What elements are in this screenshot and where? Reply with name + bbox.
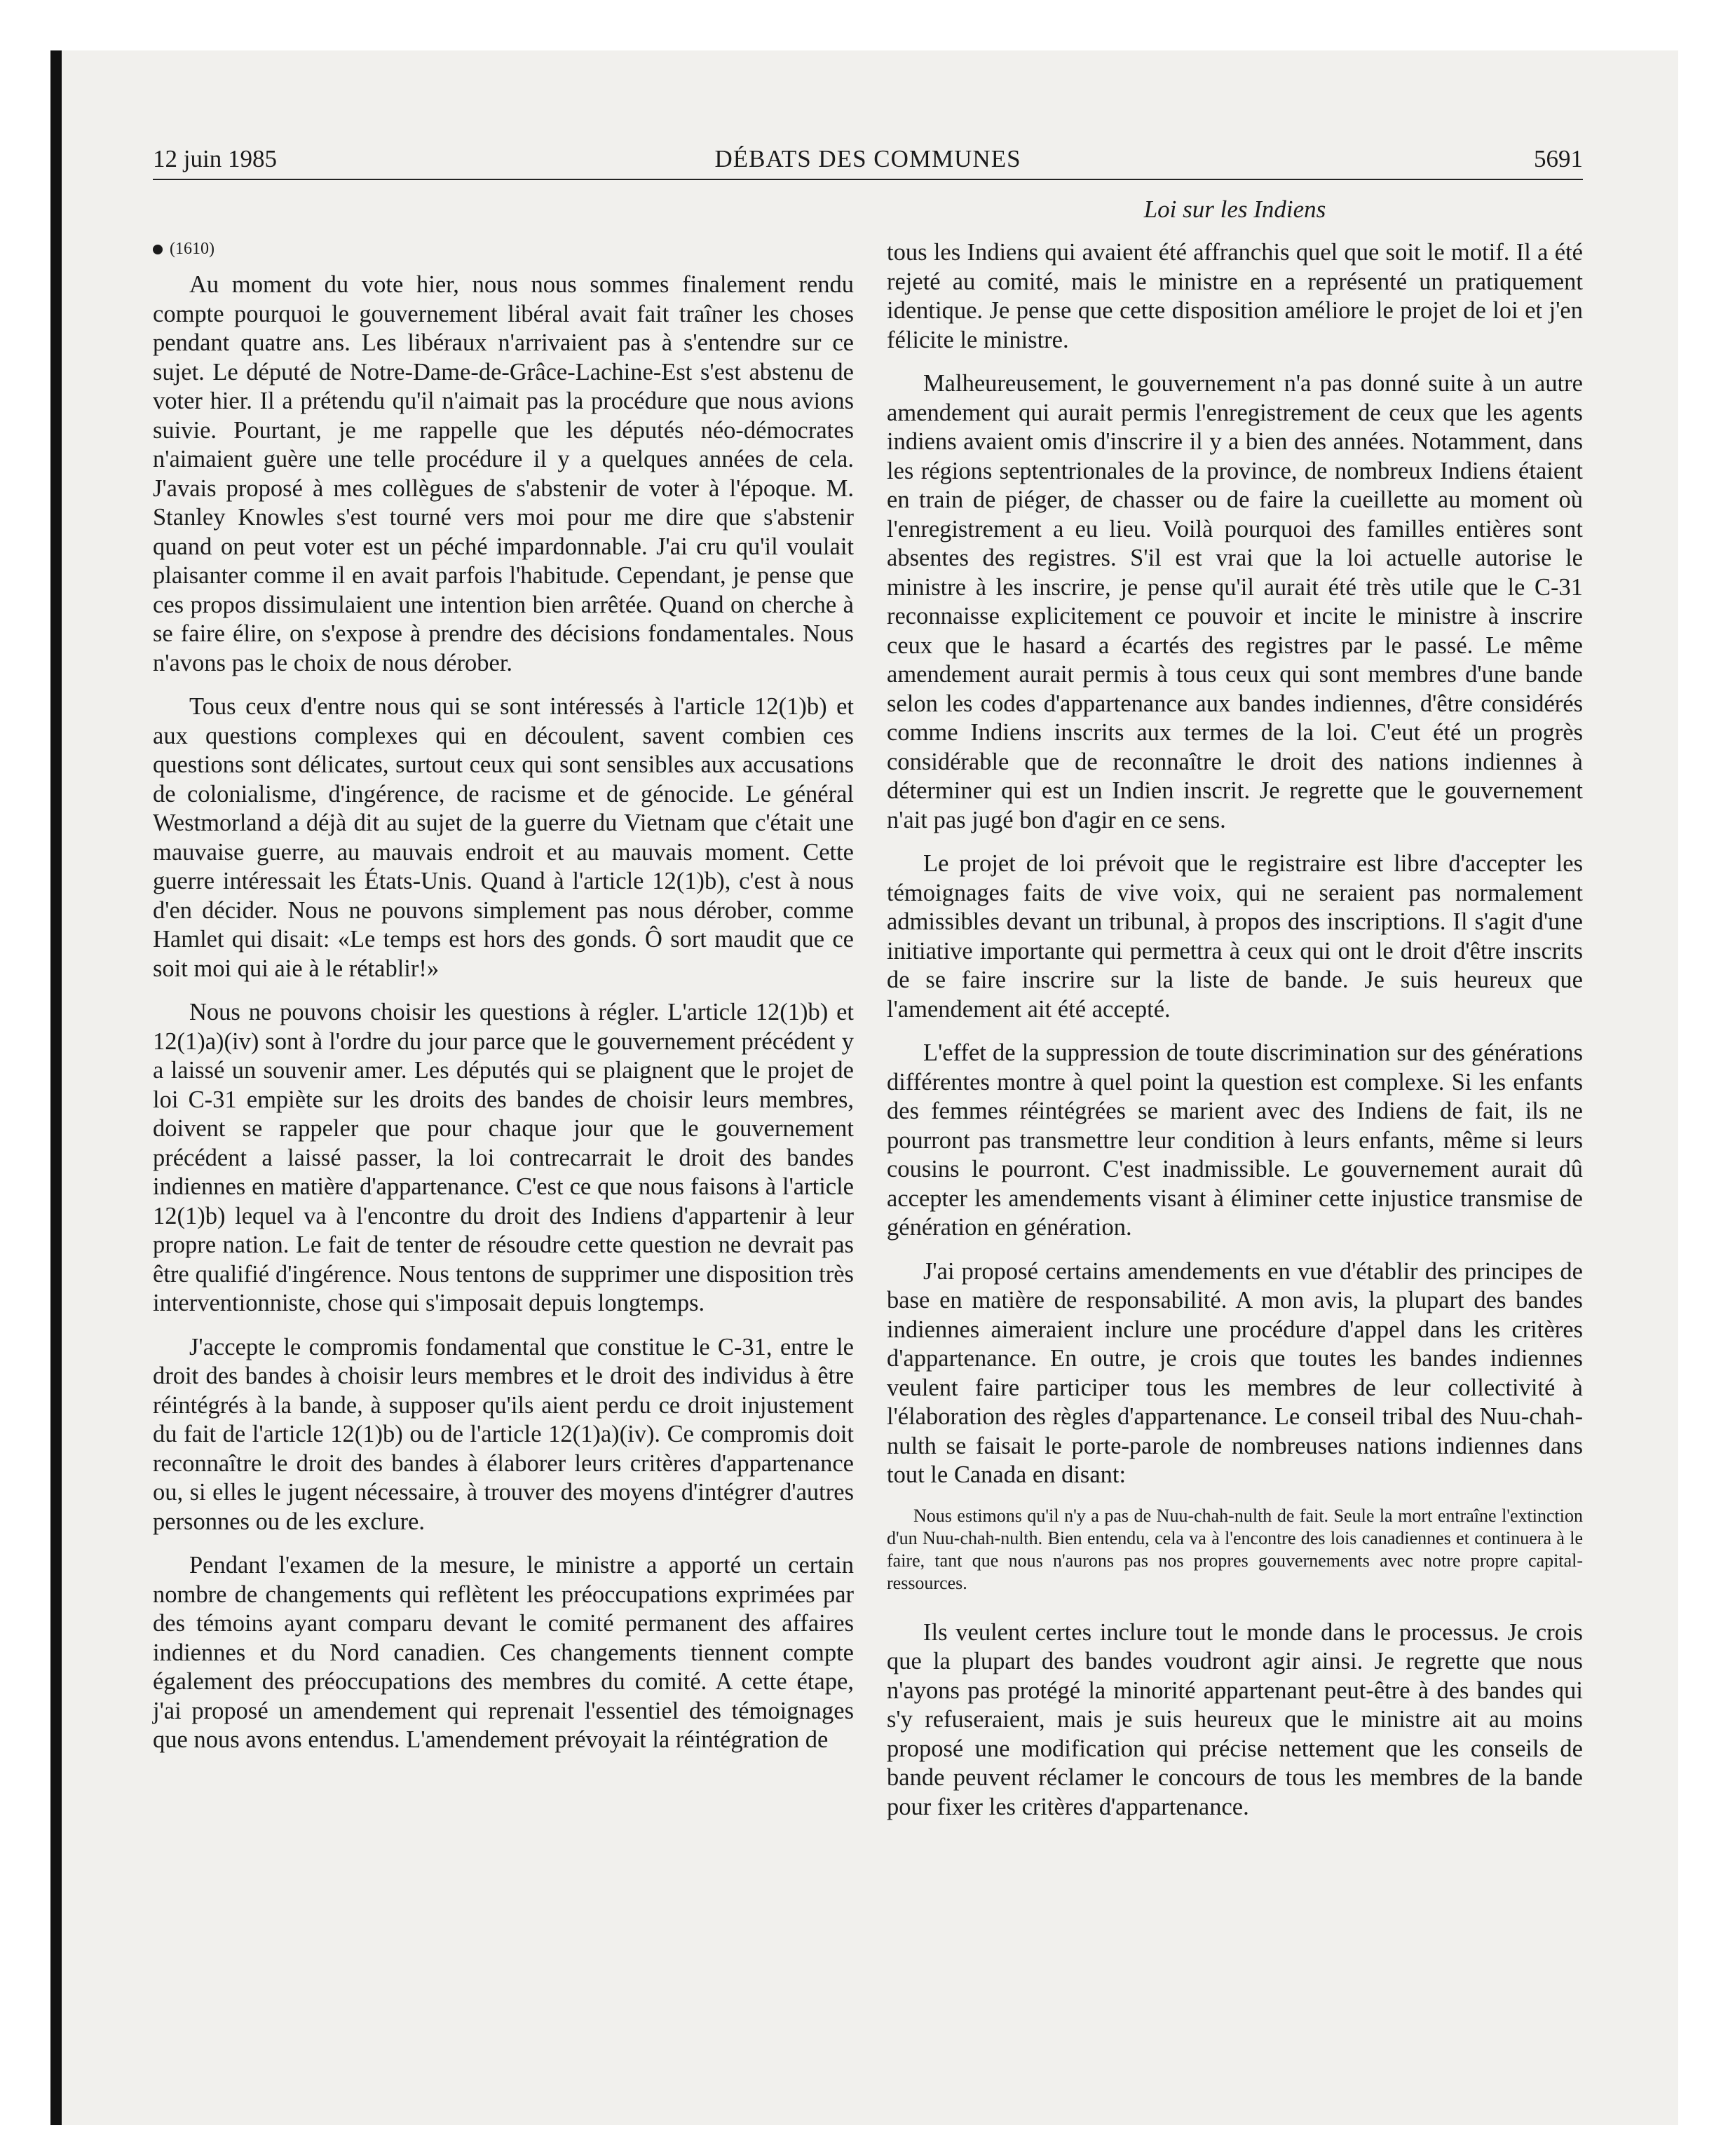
header-title: DÉBATS DES COMMUNES [714,145,1021,172]
paragraph: J'accepte le compromis fondamental que constitue le C-31, entre le droit des bandes à choisir leurs membres et le droit des individus à être réintégrés à la bande, à supposer qu'ils aient perdu ce droit injustement du fait de l'article 12(1)b) ou de l'article 12(1)a)(iv). Ce compromis doit reconnaître le droit des bandes à élaborer leurs critères d'appartenance ou, si elles le jugent nécessaire, à trouver des moyens d'intégrer d'autres personnes ou de les exclure. [153,1333,854,1535]
paragraph: Malheureusement, le gouvernement n'a pas donné suite à un autre amendement qui aurait permis l'enregistrement de ceux que les agents indiens avaient omis d'inscrire il y a bien des années. Notamment, dans les régions septentrionales de la province, de nombreux Indiens étaient en train de piéger, de chasser ou de faire la cueillette au moment où l'enregistrement a eu lieu. Voilà pourquoi des familles entières sont absentes des registres. S'il est vrai que la loi actuelle autorise le ministre à les inscrire, je pense qu'il aurait été très utile que le C-31 reconnaisse explicitement ce pouvoir et incite le ministre à inscrire ceux que le hasard a écartés des registres par le passé. Le même amendement aurait permis à tous ceux qui sont membres d'une bande selon les codes d'appartenance aux bandes indiennes, d'être considérés comme Indiens inscrits aux termes de la loi. C'eut été un progrès considérable que de reconnaître le droit des nations indiennes à déterminer qui est un Indien inscrit. Je regrette que le gouvernement n'ait pas jugé bon d'agir en ce sens. [887,370,1583,833]
block-quote: Nous estimons qu'il n'y a pas de Nuu-chah-nulth de fait. Seule la mort entraîne l'extinction d'un Nuu-chah-nulth. Bien entendu, cela va à l'encontre des lois canadiennes et continuera à le faire, tant que nous n'aurons pas nos propres gouvernements avec notre propre capital-ressources. [887,1505,1583,1593]
paragraph: Pendant l'examen de la mesure, le ministre a apporté un certain nombre de changements qui reflètent les préoccupations exprimées par des témoins ayant comparu devant le comité permanent des affaires indiennes et du Nord canadien. Ces changements tiennent compte également des préoccupations des membres du comité. A cette étape, j'ai proposé un amendement qui reprenait l'essentiel des témoignages que nous avons entendus. L'amendement prévoyait la réintégration de [153,1552,854,1753]
header-date: 12 juin 1985 [153,145,277,172]
bullet-icon [153,245,163,254]
paragraph: L'effet de la suppression de toute discrimination sur des générations différentes montre à quel point la question est complexe. Si les enfants des femmes réintégrées se marient avec des Indiens de fait, ils ne pourront pas transmettre leur condition à leurs enfants, même si leurs cousins le pourront. C'est inadmissible. Le gouvernement aurait dû accepter les amendements visant à éliminer cette injustice transmise de génération en génération. [887,1039,1583,1241]
paragraph: J'ai proposé certains amendements en vue d'établir des principes de base en matière de responsabilité. A mon avis, la plupart des bandes indiennes aimeraient inclure une procédure d'appel dans les critères d'appartenance. En outre, je crois que toutes les bandes indiennes veulent faire participer tous les membres de leur collectivité à l'élaboration des règles d'appartenance. Le conseil tribal des Nuu-chah-nulth se faisait le porte-parole de nombreuses nations indiennes dans tout le Canada en disant: [887,1257,1583,1488]
left-column [153,238,854,1770]
time-marker-label: (1610) [170,240,215,258]
right-column [887,238,1583,1836]
page-header [153,142,1583,180]
page-number: 5691 [1534,145,1583,172]
paragraph: Au moment du vote hier, nous nous sommes finalement rendu compte pourquoi le gouvernement libéral avait fait traîner les choses pendant quatre ans. Les libéraux n'arrivaient pas à s'entendre sur ce sujet. Le député de Notre-Dame-de-Grâce-Lachine-Est s'est abstenu de voter hier. Il a prétendu qu'il n'aimait pas la procédure que nous avions suivie. Pourtant, je me rappelle que les députés néo-démocrates n'aimaient guère une telle procédure il y a quelques années de cela. J'avais proposé à mes collègues de s'abstenir de voter à l'époque. M. Stanley Knowles s'est tourné vers moi pour me dire que s'abstenir quand on peut voter est un péché impardonnable. J'ai cru qu'il voulait plaisanter comme il en avait parfois l'habitude. Cependant, je pense que ces propos dissimulaient une intention bien arrêtée. Quand on cherche à se faire élire, on s'expose à prendre des décisions fondamentales. Nous n'avons pas le choix de nous dérober. [153,271,854,676]
paragraph: Nous ne pouvons choisir les questions à régler. L'article 12(1)b) et 12(1)a)(iv) sont à l'ordre du jour parce que le gouvernement précédent y a laissé un souvenir amer. Les députés qui se plaignent que le projet de loi C-31 empiète sur les droits des bandes de choisir leurs membres, doivent se rappeler que pour chaque jour que le gouvernement précédent a laissé passer, la loi contrecarrait le droit des bandes indiennes en matière d'appartenance. C'est ce que nous faisons à l'article 12(1)b) lequel va à l'encontre du droit des Indiens d'appartenir à leur propre nation. Le fait de tenter de résoudre cette question ne devrait pas être qualifié d'ingérence. Nous tentons de supprimer une disposition très interventionniste, chose qui s'imposait depuis longtemps. [153,999,854,1316]
paragraph: tous les Indiens qui avaient été affranchis quel que soit le motif. Il a été rejeté au comité, mais le ministre en a représenté un pratiquement identique. Je pense que cette disposition améliore le projet de loi et j'en félicite le ministre. [887,239,1583,353]
paragraph: Ils veulent certes inclure tout le monde dans le processus. Je crois que la plupart des bandes voudront agir ainsi. Je regrette que nous n'ayons pas protégé la minorité appartenant peut-être à des bandes qui s'y refuseraient, mais je suis heureux que le ministre ait au moins proposé une modification qui précise nettement que les conseils de bande peuvent réclamer le concours de tous les membres de la bande pour fixer les critères d'appartenance. [887,1618,1583,1820]
time-marker [153,238,854,259]
paragraph: Le projet de loi prévoit que le registraire est libre d'accepter les témoignages faits de vive voix, qui ne seraient pas normalement admissibles devant un tribunal, à propos des inscriptions. Il s'agit d'une initiative importante qui permettra à ceux qui ont le droit d'être inscrits de se faire inscrire sur la liste de bande. Je suis heureux que l'amendement ait été accepté. [887,850,1583,1023]
section-subtitle: Loi sur les Indiens [1143,196,1326,223]
paragraph: Tous ceux d'entre nous qui se sont intéressés à l'article 12(1)b) et aux questions complexes qui en découlent, savent combien ces questions sont délicates, surtout ceux qui sont sensibles aux accusations de colonialisme, d'ingérence, de racisme et de génocide. Le général Westmorland a déjà dit au sujet de la guerre du Vietnam que c'était une mauvaise guerre, au mauvais endroit et au mauvais moment. Cette guerre intéressait les États-Unis. Quand à l'article 12(1)b), c'est à nous d'en décider. Nous ne pouvons simplement pas nous dérober, comme Hamlet qui disait: «Le temps est hors des gonds. Ô sort maudit que ce soit moi qui aie à le rétablir!» [153,693,854,982]
